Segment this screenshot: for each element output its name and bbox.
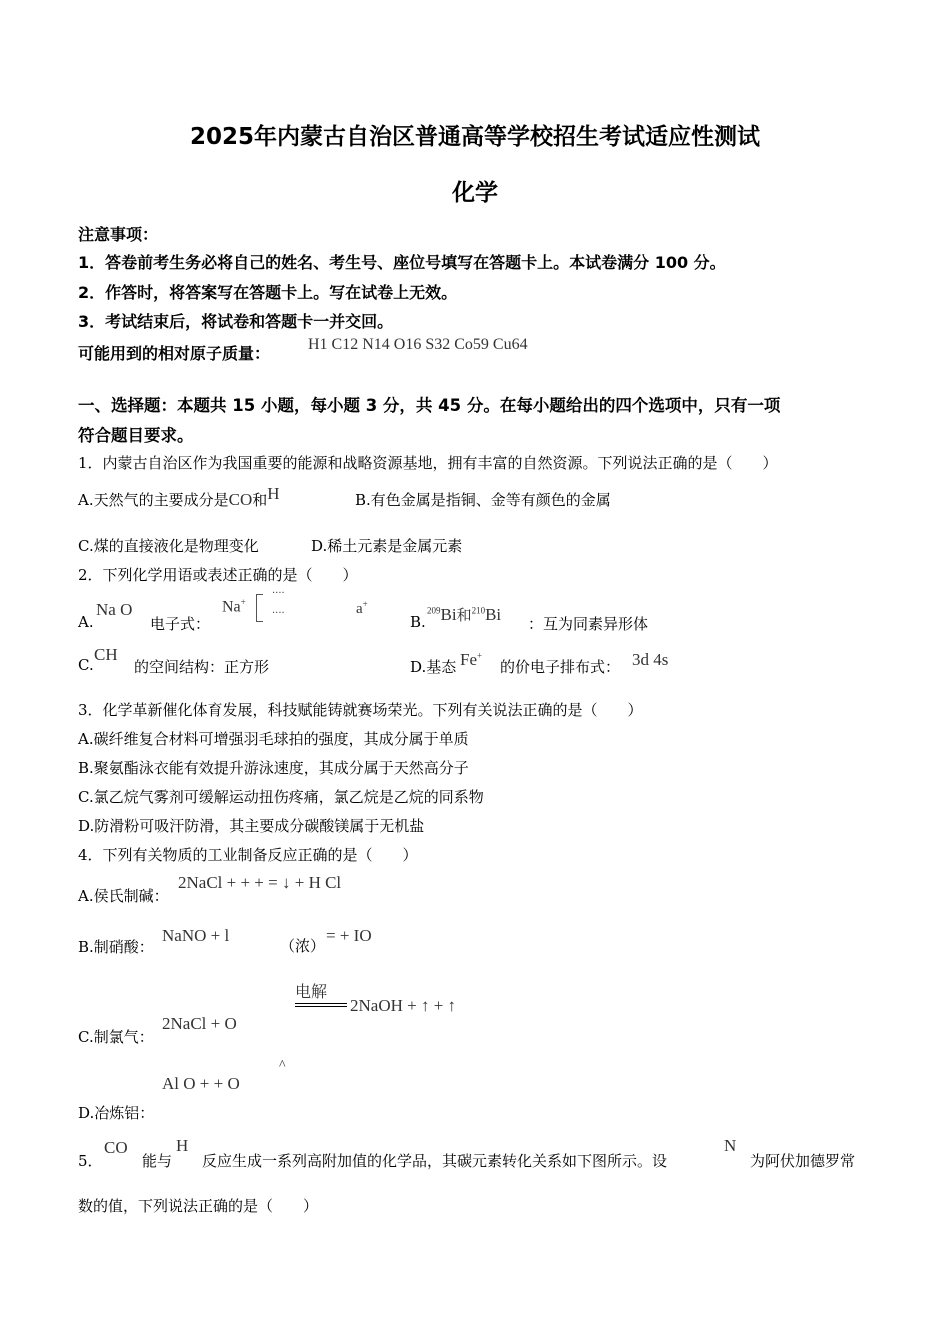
- q2-a-text: 电子式：: [150, 615, 211, 633]
- q2-a-electron-structure: Na+: [222, 597, 246, 616]
- atomic-mass-label: 可能用到的相对原子质量：: [78, 344, 271, 363]
- q4-c-label: C.制氯气：: [78, 1028, 154, 1046]
- q1-a-text: A.天然气的主要成分是: [78, 491, 229, 509]
- q1-option-b: B.有色金属是指铜、金等有颜色的金属: [355, 491, 611, 509]
- q4-a-equation: 2NaCl + + + = ↓ + H Cl: [178, 873, 342, 892]
- q2-b-mass1: 209: [427, 605, 441, 616]
- q5-text-2: 反应生成一系列高附加值的化学品，其碳元素转化关系如下图所示。设: [202, 1152, 668, 1170]
- q1-option-d: D.稀土元素是金属元素: [311, 537, 463, 555]
- q2-c-prefix: C.: [78, 656, 94, 674]
- q5-formula-n: N: [724, 1136, 737, 1155]
- notice-item-3: 3．考试结束后，将试卷和答题卡一并交回。: [78, 312, 394, 331]
- question-4-stem: 4．下列有关物质的工业制备反应正确的是（ ）: [78, 846, 418, 864]
- q2-a-ion-letter: a: [356, 601, 363, 617]
- q2-d-formula: Fe+: [460, 650, 483, 669]
- q4-b-equation-left: NaNO + l: [162, 926, 230, 945]
- q4-d-equation: Al O + + O: [162, 1074, 240, 1093]
- section-heading-line2: 符合题目要求。: [78, 426, 194, 445]
- q5-formula-h: H: [176, 1136, 189, 1155]
- q2-a-dots-top: ····: [272, 588, 285, 599]
- subject-title: 化学: [452, 180, 498, 206]
- q2-b-bi1: Bi: [440, 605, 457, 624]
- q4-a-label: A.侯氏制碱：: [78, 887, 169, 905]
- q1-option-a: [78, 484, 280, 510]
- q4-d-condition: ^: [279, 1058, 286, 1073]
- q2-b-and: 和: [456, 606, 472, 624]
- q2-d-prefix: D.基态: [410, 658, 457, 676]
- q1-a-and: 和: [252, 491, 268, 509]
- q2-a-ion: a+: [356, 599, 368, 617]
- q2-a-bracket: [256, 594, 263, 622]
- q3-option-d: D.防滑粉可吸汗防滑，其主要成分碳酸镁属于无机盐: [78, 817, 425, 835]
- q3-option-a: A.碳纤维复合材料可增强羽毛球拍的强度，其成分属于单质: [78, 730, 469, 748]
- q4-c-equals-line: [295, 1003, 347, 1007]
- q2-a-na: Na: [222, 598, 241, 616]
- q2-b-bi2: Bi: [485, 605, 502, 624]
- notice-item-2: 2．作答时，将答案写在答题卡上。写在试卷上无效。: [78, 283, 458, 302]
- q3-option-c: C.氯乙烷气雾剂可缓解运动扭伤疼痛，氯乙烷是乙烷的同系物: [78, 788, 484, 806]
- question-1-stem: 1．内蒙古自治区作为我国重要的能源和战略资源基地，拥有丰富的自然资源。下列说法正确的是（ ）: [78, 454, 778, 472]
- q4-c-equation-right: 2NaOH + ↑ + ↑: [350, 996, 457, 1015]
- q5-text-1: 能与: [142, 1152, 173, 1170]
- q4-b-equation-right: = + IO: [326, 926, 372, 945]
- notice-heading: 注意事项：: [78, 225, 159, 244]
- notice-item-1: 1．答卷前考生务必将自己的姓名、考生号、座位号填写在答题卡上。本试卷满分 100 分。: [78, 253, 726, 272]
- q5-formula-co: CO: [104, 1138, 128, 1157]
- q2-b-text: ：互为同素异形体: [528, 615, 649, 633]
- exam-title: 2025年内蒙古自治区普通高等学校招生考试适应性测试: [189, 124, 760, 150]
- question-2-stem: 2．下列化学用语或表述正确的是（ ）: [78, 566, 358, 584]
- q2-d-config: 3d 4s: [632, 650, 669, 669]
- q4-d-label: D.冶炼铝：: [78, 1104, 155, 1122]
- q2-c-formula: CH: [94, 645, 118, 664]
- q2-d-fe: Fe: [460, 650, 477, 669]
- q5-number: 5．: [78, 1152, 103, 1170]
- atomic-mass-values: H1 C12 N14 O16 S32 Co59 Cu64: [308, 336, 528, 353]
- q4-c-equation-left: 2NaCl + O: [162, 1014, 237, 1033]
- q2-c-text: 的空间结构：正方形: [134, 658, 270, 676]
- question-3-stem: 3．化学革新催化体育发展，科技赋能铸就赛场荣光。下列有关说法正确的是（ ）: [78, 701, 643, 719]
- q2-a-prefix: A.: [78, 613, 94, 631]
- q5-text-3: 为阿伏加德罗常: [750, 1152, 856, 1170]
- q5-text-line2: 数的值，下列说法正确的是（ ）: [78, 1197, 319, 1215]
- q2-b-mass2: 210: [471, 605, 486, 616]
- q1-a-formula-co: CO: [228, 490, 253, 509]
- q3-option-b: B.聚氨酯泳衣能有效提升游泳速度，其成分属于天然高分子: [78, 759, 469, 777]
- q1-option-c: C.煤的直接液化是物理变化: [78, 537, 259, 555]
- q4-b-concentrated: （浓）: [280, 937, 326, 955]
- q1-a-formula-h: H: [267, 484, 280, 503]
- q2-option-b-isotopes: [427, 604, 501, 625]
- q2-a-formula: Na O: [96, 600, 133, 619]
- q2-a-dots-bottom: ····: [272, 608, 285, 619]
- q4-b-label: B.制硝酸：: [78, 938, 154, 956]
- q4-c-condition: 电解: [295, 982, 328, 1001]
- q2-d-text: 的价电子排布式：: [500, 658, 621, 676]
- section-heading-line1: 一、选择题：本题共 15 小题，每小题 3 分，共 45 分。在每小题给出的四个选项中，只有一项: [78, 396, 781, 415]
- q2-b-prefix: B.: [410, 613, 426, 631]
